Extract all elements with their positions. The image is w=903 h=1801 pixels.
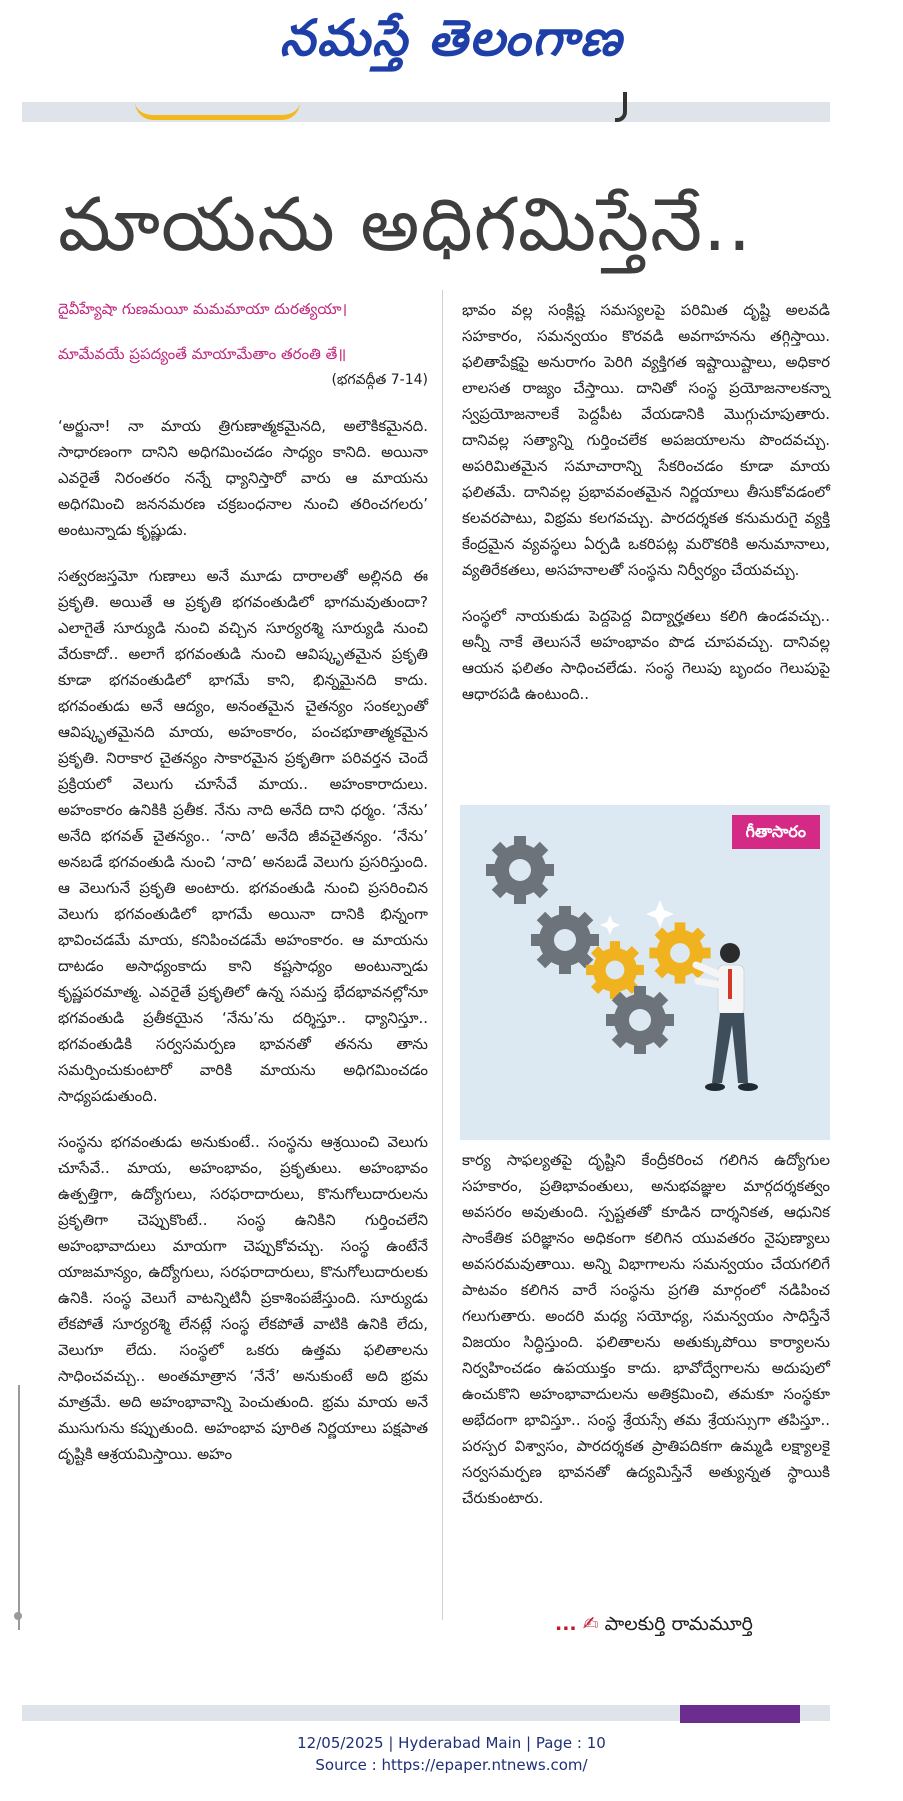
illustration <box>460 805 830 1140</box>
column-divider <box>442 290 443 1620</box>
right-column-top <box>462 297 830 727</box>
gear-icon <box>649 922 710 983</box>
left-column <box>58 297 428 1487</box>
byline-dots: ... <box>555 1613 577 1635</box>
paragraph: సత్వరజస్తమో గుణాలు అనే మూడు దారాలతో అల్లినది ఈ ప్రకృతి. అయితే ఆ ప్రకృతి భగవంతుడిలో భాగమవుతుందా? ఎలాగైతే సూర్యుడి నుంచి వచ్చిన సూర్యరశ్మి సూర్యుడి నుంచి వేరుకాదో.. అలాగే భగవంతుడి నుంచి ఆవిష్కృతమైన ప్రకృతి కూడా భగవంతుడిలో భాగమే కాని, భిన్నమైనది కాదు. భగవంతుడు అనే ఆద్యం, అనంతమైన చైతన్యం సంకల్పంతో ఆవిష్కృతమైనది మాయ, అహంకారం, పంచభూతాత్మకమైన ప్రకృతి. నిరాకార చైతన్యం సాకారమైన ప్రకృతిగా పరివర్తన చెందే ప్రక్రియలో వెలుగు చూసేవే మాయ.. అహంకారాదులు. అహంకారం ఉనికికి ప్రతీక. నేను నాది అనేది దాని ధర్మం. ‘నేను’ అనేది భగవత్ చైతన్యం.. ‘నాది’ అనేది జీవచైతన్యం. ‘నేను’ అనబడే భగవంతుడి నుంచి ‘నాది’ అనబడే వెలుగు ప్రసరిస్తుంది. ఆ వెలుగునే ప్రకృతి అంటారు. భగవంతుడి నుంచి ప్రసరించిన వెలుగు భగవంతుడిలో భాగమే అయినా దానికి భిన్నంగా భావించడమే మాయ, కనిపించడమే అహంకారం. ఆ మాయను దాటడం అసాధ్యంకాదు కాని కష్టసాధ్యం అంటున్నాడు కృష్ణపరమాత్మ. ఎవరైతే ప్రకృతిలో ఉన్న సమస్త భేదభావనల్లోనూ భగవంతుడి ప్రతీకయైన ‘నేను’ను దర్శిస్తూ.. ధ్యానిస్తూ.. భగవంతుడికి సర్వసమర్పణ భావనతో తనను తాను సమర్పించుకుంటారో వారికి మాయను అధిగమించడం సాధ్యపడుతుంది. <box>58 567 428 1105</box>
paragraph: భావం వల్ల సంక్లిష్ట సమస్యలపై పరిమిత దృష్టి అలవడి సహకారం, సమన్వయం కొరవడి అవగాహనను తగ్గిస్తాయి. ఫలితాపేక్షపై అనురాగం పెరిగి వ్యక్తిగత ఇష్టాయిష్టాలు, అధికార లాలసత రాజ్యం చేస్తాయి. దానితో సంస్థ ప్రయోజనాలకన్నా స్వప్రయోజనాలకే పెద్దపీట వేయడానికి మొగ్గుచూపుతారు. దానివల్ల సత్యాన్ని గుర్తించలేక అపజయాలను పొందవచ్చు. అపరిమితమైన సమాచారాన్ని సేకరించడం కూడా మాయ ఫలితమే. దానివల్ల ప్రభావవంతమైన నిర్ణయాలు తీసుకోవడంలో కలవరపాటు, విభ్రమ కలగవచ్చు. పారదర్శకత కనుమరుగై వ్యక్తి కేంద్రమైన వ్యవస్థలు ఏర్పడి ఒకరిపట్ల మరొకరికి అనుమానాలు, వ్యతిరేకతలు, అసహనాలతో సంస్థను నిర్వీర్యం చేయవచ్చు. <box>462 301 830 579</box>
paragraph: కార్య సాఫల్యతపై దృష్టిని కేంద్రీకరించ గలిగిన ఉద్యోగుల సహకారం, ప్రతిభావంతులు, అనుభవజ్ఞుల మార్గదర్శకత్వం అవసరం అవుతుంది. స్పష్టతతో కూడిన దార్శనికత, ఆధునిక సాంకేతిక పరిజ్ఞానం అధికంగా కలిగిన యువతరం నైపుణ్యాలు అవసరమవుతాయి. అన్ని విభాగాలను సమన్వయం చేయగలిగే పాటవం కలిగిన వారే సంస్థను ప్రగతి మార్గంలో నడిపించ గలుగుతారు. అందరి మధ్య సయోధ్య, సమన్వయం సాధిస్తేనే విజయం సిద్ధిస్తుంది. ఫలితాలను అతుక్కుపోయి కార్యాలను నిర్వహించడం ఉపయుక్తం కాదు. భావోద్వేగాలను అదుపులో ఉంచుకొని అహంభావాదులను అతిక్రమించి, తమకూ సంస్థకూ అభేదంగా భావిస్తూ.. సంస్థ శ్రేయస్సే తమ శ్రేయస్సుగా తపిస్తూ.. పరస్పర విశ్వాసం, పారదర్శకత ప్రాతిపదికగా ఉమ్మడి లక్ష్యాలకై సర్వసమర్పణ భావనతో ఉద్యమిస్తేనే అత్యున్నత స్థాయికి చేరుకుంటారు. <box>462 1151 830 1507</box>
top-band-arc <box>135 102 300 120</box>
verse-line-2: మామేవయే ప్రపద్యంతే మాయామేతాం తరంతి తే॥ <box>58 345 347 363</box>
gear-icon <box>531 906 599 974</box>
gear-icon <box>606 986 674 1054</box>
author-byline <box>555 1608 835 1640</box>
source-link[interactable]: Source : https://epaper.ntnews.com/ <box>315 1756 588 1774</box>
masthead <box>0 0 903 80</box>
verse-reference: (భగవద్గీత 7-14) <box>331 372 428 388</box>
masthead-logo: నమస్తే తెలంగాణ <box>279 9 624 67</box>
section-badge: గీతాసారం <box>732 815 820 849</box>
bottom-band-tab <box>680 1705 800 1723</box>
gear-icon <box>486 836 554 904</box>
businessman-figure <box>696 943 758 1091</box>
article-headline: మాయను అధిగమిస్తేనే.. <box>58 182 753 268</box>
paragraph: సంస్థను భగవంతుడు అనుకుంటే.. సంస్థను ఆశ్రయించి వెలుగు చూసేవే.. మాయ, అహంభావం, ప్రకృతులు. అహంభావం ఉత్పత్తిగా, ఉద్యోగులు, సరఫరాదారులు, కొనుగోలుదారులను ప్రకృతిగా చెప్పుకొంటే.. సంస్థ ఉనికిని గుర్తించలేని అహంభావాదులు మాయగా చెప్పుకోవచ్చు. సంస్థ ఉంటేనే యాజమాన్యం, ఉద్యోగులు, సరఫరాదారులు, కొనుగోలుదారులకు ఉనికి. సంస్థ వెలుగే వాటన్నిటినీ ప్రకాశింపజేస్తుంది. సూర్యుడు లేకపోతే సూర్యరశ్మి లేనట్లే సంస్థ లేకపోతే వాటికి ఉనికి లేదు, వెలుగూ లేదు. సంస్థలో ఒకరు ఉత్తమ ఫలితాలను సాధించవచ్చు.. అంతమాత్రాన ‘నేనే’ అనుకుంటే అది భ్రమ మాత్రమే. అది అహంభావాన్ని పెంచుతుంది. భ్రమ మాయ అనే ముసుగును కప్పుతుంది. అహంభావ పూరిత నిర్ణయాలు పక్షపాత దృష్టికి ఆశ్రయమిస్తాయి. అహం <box>58 1133 428 1463</box>
paragraph: సంస్థలో నాయకుడు పెద్దపెద్ద విద్యార్హతలు కలిగి ఉండవచ్చు.. అన్నీ నాకే తెలుసనే అహంభావం పొడ చూపవచ్చు. దానివల్ల ఆయన ఫలితం సాధించలేడు. సంస్థ గెలుపు బృందం గెలుపుపై ఆధారపడి ఉంటుంది.. <box>462 607 830 703</box>
page-footer <box>0 1732 903 1776</box>
margin-rule <box>18 1385 20 1630</box>
pen-icon: ✍ <box>582 1613 599 1635</box>
gears-person-illustration <box>460 805 830 1140</box>
margin-rule-end <box>14 1612 22 1620</box>
verse-line-1: దైవీహ్యేషా గుణమయీ మమమాయా దురత్యయా। <box>58 300 348 318</box>
edition-info: 12/05/2025 | Hyderabad Main | Page : 10 <box>297 1734 606 1752</box>
right-column-bottom <box>462 1147 830 1531</box>
paragraph: ‘అర్జునా! నా మాయ త్రిగుణాత్మకమైనది, అలౌకికమైనది. సాధారణంగా దానిని అధిగమించడం సాధ్యం కానిది. అయినా ఎవరైతే నిరంతరం నన్నే ధ్యానిస్తారో వారు ఆ మాయను అధిగమించి జననమరణ చక్రబంధనాల నుంచి తరించగలరు’ అంటున్నాడు కృష్ణుడు. <box>58 417 428 539</box>
author-name: పాలకుర్తి రామమూర్తి <box>604 1613 753 1635</box>
top-band-mark <box>615 92 627 122</box>
